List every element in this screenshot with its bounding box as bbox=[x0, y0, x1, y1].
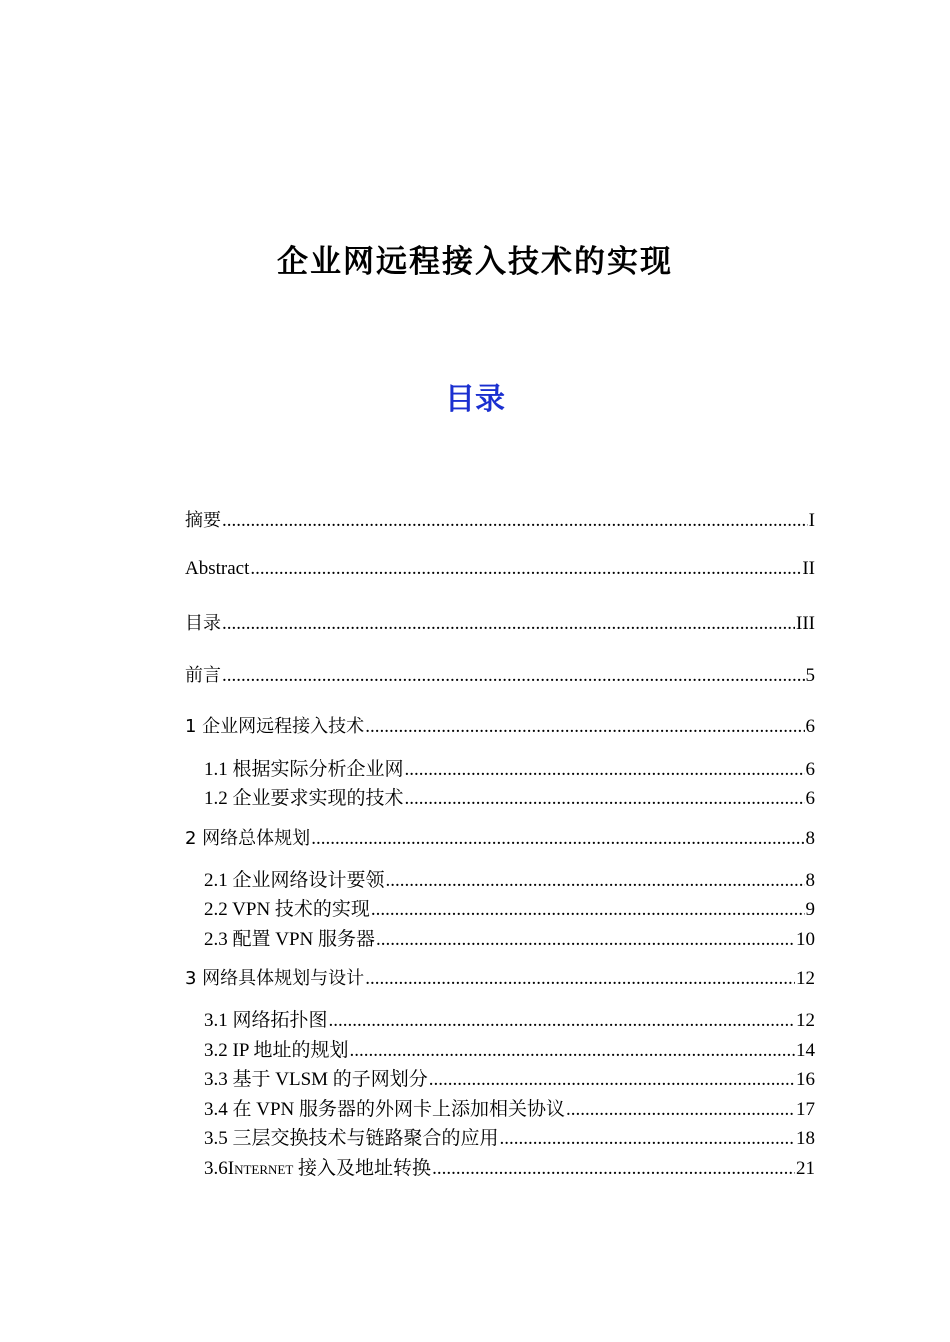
toc-entry-label: 目录 bbox=[185, 613, 221, 634]
toc-entry-page: 12 bbox=[796, 1010, 815, 1031]
toc-leader-dots bbox=[371, 899, 805, 921]
toc-leader-dots bbox=[566, 1099, 795, 1121]
toc-entry-label: Abstract bbox=[185, 558, 250, 579]
toc-leader-dots bbox=[429, 1069, 795, 1091]
toc-entry-page: 16 bbox=[796, 1069, 815, 1090]
toc-entry-page: 10 bbox=[796, 929, 815, 950]
toc-leader-dots bbox=[222, 613, 795, 635]
toc-entry-page: 9 bbox=[805, 899, 815, 920]
toc-entry-label: 前言 bbox=[185, 665, 221, 686]
toc-entry-label: 1.2 企业要求实现的技术 bbox=[204, 788, 404, 809]
toc-entry-label: 2 网络总体规划 bbox=[185, 828, 311, 849]
toc-entry-label: 2.3 配置 VPN 服务器 bbox=[204, 929, 376, 950]
toc-entry-page: II bbox=[802, 558, 815, 579]
toc-entry-chapter-3[interactable] bbox=[185, 964, 815, 990]
toc-entry-label-prefix: 3.6 bbox=[204, 1158, 228, 1179]
toc-entry-label: 摘要 bbox=[185, 510, 221, 531]
toc-entry-page: I bbox=[808, 510, 815, 531]
toc-entry-label: 2.2 VPN 技术的实现 bbox=[204, 899, 370, 920]
toc-entry-page: 8 bbox=[805, 870, 815, 891]
toc-entry-label: 3.2 IP 地址的规划 bbox=[204, 1040, 349, 1061]
toc-entry-chapter-1[interactable] bbox=[185, 712, 815, 738]
toc-entry-section-1-2[interactable] bbox=[204, 783, 815, 809]
document-title: 企业网远程接入技术的实现 bbox=[277, 244, 673, 280]
toc-entry-section-2-2[interactable] bbox=[204, 894, 815, 920]
toc-entry-page: 21 bbox=[796, 1158, 815, 1179]
toc-entry-label-suffix: 接入及地址转换 bbox=[293, 1158, 432, 1179]
toc-entry-label bbox=[204, 1153, 431, 1180]
toc-leader-dots bbox=[386, 870, 805, 892]
toc-entry-contents[interactable] bbox=[185, 609, 815, 635]
toc-entry-label: 2.1 企业网络设计要领 bbox=[204, 870, 385, 891]
toc-entry-label: 1.1 根据实际分析企业网 bbox=[204, 759, 404, 780]
toc-entry-page: 6 bbox=[805, 716, 815, 737]
toc-leader-dots bbox=[222, 665, 805, 687]
toc-entry-label: 3.5 三层交换技术与链路聚合的应用 bbox=[204, 1128, 499, 1149]
toc-leader-dots bbox=[311, 828, 804, 850]
toc-entry-page: 12 bbox=[796, 968, 815, 989]
toc-entry-page: 18 bbox=[796, 1128, 815, 1149]
toc-entry-section-3-5[interactable] bbox=[204, 1123, 815, 1149]
toc-entry-section-1-1[interactable] bbox=[204, 754, 815, 780]
toc-entry-chapter-2[interactable] bbox=[185, 824, 815, 850]
toc-entry-label: 3.1 网络拓扑图 bbox=[204, 1010, 328, 1031]
toc-entry-page: 6 bbox=[805, 788, 815, 809]
toc-leader-dots bbox=[365, 716, 804, 738]
toc-entry-section-2-1[interactable] bbox=[204, 865, 815, 891]
toc-leader-dots bbox=[500, 1128, 795, 1150]
toc-leader-dots bbox=[405, 759, 805, 781]
toc-entry-page: III bbox=[796, 613, 815, 634]
toc-entry-label: 3.4 在 VPN 服务器的外网卡上添加相关协议 bbox=[204, 1099, 566, 1120]
toc-entry-section-3-1[interactable] bbox=[204, 1005, 815, 1031]
toc-entry-section-3-6[interactable] bbox=[204, 1153, 815, 1179]
toc-leader-dots bbox=[222, 510, 808, 532]
toc-entry-page: 6 bbox=[805, 759, 815, 780]
toc-entry-section-3-2[interactable] bbox=[204, 1035, 815, 1061]
toc-entry-preface[interactable] bbox=[185, 661, 815, 687]
toc-entry-section-3-4[interactable] bbox=[204, 1094, 815, 1120]
toc-leader-dots bbox=[250, 558, 801, 580]
toc-entry-label-smallcaps: Internet bbox=[227, 1158, 294, 1179]
toc-entry-page: 8 bbox=[805, 828, 815, 849]
toc-entry-page: 14 bbox=[796, 1040, 815, 1061]
toc-leader-dots bbox=[432, 1158, 795, 1180]
toc-entry-label: 3 网络具体规划与设计 bbox=[185, 968, 365, 989]
toc-entry-section-3-3[interactable] bbox=[204, 1064, 815, 1090]
toc-leader-dots bbox=[329, 1010, 795, 1032]
toc-entry-page: 17 bbox=[796, 1099, 815, 1120]
toc-entry-section-2-3[interactable] bbox=[204, 924, 815, 950]
toc-entry-page: 5 bbox=[805, 665, 815, 686]
toc-heading: 目录 bbox=[445, 382, 505, 417]
toc-leader-dots bbox=[349, 1040, 795, 1062]
toc-entry-label: 3.3 基于 VLSM 的子网划分 bbox=[204, 1069, 428, 1090]
toc-leader-dots bbox=[405, 788, 805, 810]
toc-entry-label: 1 企业网远程接入技术 bbox=[185, 716, 365, 737]
toc-leader-dots bbox=[365, 968, 795, 990]
toc-entry-abstract-cn[interactable] bbox=[185, 506, 815, 532]
toc-leader-dots bbox=[376, 929, 795, 951]
toc-entry-abstract-en[interactable] bbox=[185, 558, 815, 584]
